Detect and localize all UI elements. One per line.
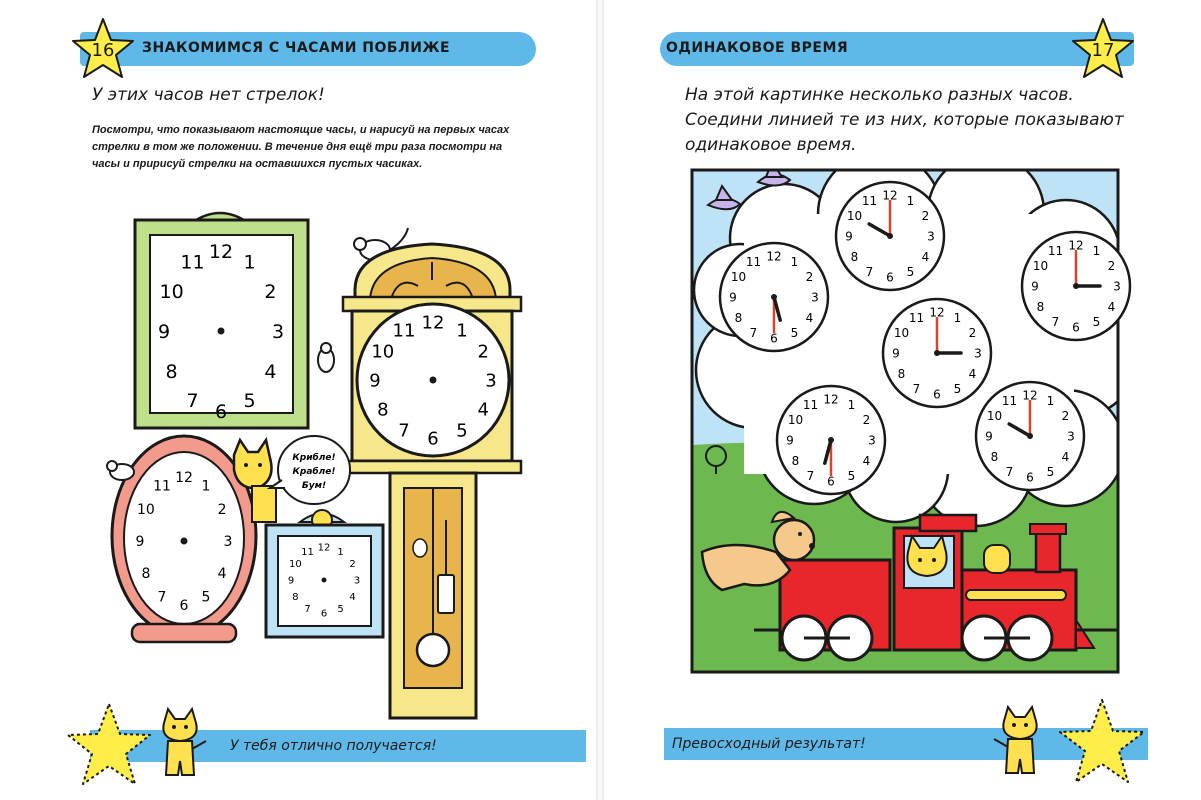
clock-2-numeral: 5: [1092, 314, 1101, 329]
clock-6-numeral: 4: [1061, 449, 1070, 464]
small-square-clock-center: [322, 578, 327, 583]
clock-5-numeral: 8: [791, 453, 800, 468]
clock-6-numeral: 12: [1022, 388, 1038, 403]
rect-clock-numeral: 11: [180, 251, 205, 274]
page-number-left: 16: [91, 40, 115, 61]
rect-clock-numeral: 2: [264, 280, 277, 303]
small-square-clock-numeral: 3: [353, 575, 361, 587]
oval-clock-numeral: 6: [179, 598, 189, 614]
clock-6-numeral: 11: [1001, 393, 1018, 408]
clock-5-numeral: 4: [862, 453, 871, 468]
clock-1-numeral: 4: [921, 249, 930, 264]
rect-clock-center: [218, 328, 225, 335]
oval-clock-numeral: 10: [136, 502, 155, 518]
clock-3-numeral: 9: [729, 290, 737, 305]
clock-center: [1073, 283, 1079, 289]
clock-3-numeral: 2: [805, 269, 814, 284]
oval-clock-numeral: 12: [175, 470, 193, 486]
left-page: [0, 0, 596, 800]
oval-clock-numeral: 11: [153, 478, 171, 495]
clock-5-numeral: 7: [806, 468, 815, 483]
heading-right-line-2: Соедини линией те из них, которые показывают: [685, 110, 1124, 130]
clock-6-numeral: 1: [1046, 393, 1055, 408]
heading-left: У этих часов нет стрелок!: [92, 85, 325, 105]
clock-3[interactable]: [720, 243, 828, 351]
clock-4-numeral: 7: [912, 381, 921, 396]
clock-1-numeral: 3: [927, 229, 935, 244]
right-page: [604, 0, 1201, 800]
clock-4-numeral: 10: [893, 325, 910, 340]
grandfather-clock-numeral: 10: [371, 341, 395, 363]
clock-4[interactable]: [883, 299, 991, 407]
bubble-line-1: Крибле!: [292, 453, 336, 463]
section-title-left: ЗНАКОМИМСЯ С ЧАСАМИ ПОБЛИЖЕ: [142, 40, 451, 56]
clock-3-numeral: 3: [811, 290, 819, 305]
footer-star-left: [64, 700, 154, 790]
clock-2-numeral: 8: [1036, 299, 1045, 314]
clock-5-numeral: 5: [847, 468, 856, 483]
clock-center: [934, 350, 940, 356]
clock-1-numeral: 8: [850, 249, 859, 264]
clock-2-numeral: 2: [1107, 258, 1116, 273]
small-square-clock-numeral: 7: [304, 604, 311, 616]
clock-6-numeral: 6: [1026, 470, 1034, 485]
clock-2[interactable]: [1022, 232, 1130, 340]
clock-5[interactable]: [777, 386, 885, 494]
clock-5-numeral: 10: [787, 412, 804, 427]
small-square-clock-numeral: 11: [301, 547, 314, 558]
clock-5-numeral: 2: [862, 412, 871, 427]
cat-icon-right: [990, 703, 1050, 788]
clock-1-numeral: 12: [882, 188, 898, 203]
oval-clock-center: [181, 538, 188, 545]
section-title-right: ОДИНАКОВОЕ ВРЕМЯ: [666, 40, 849, 56]
clock-6-numeral: 10: [986, 408, 1003, 423]
grandfather-clock-numeral: 4: [477, 399, 489, 421]
clock-center: [887, 233, 893, 239]
grandfather-clock-numeral: 6: [427, 428, 439, 450]
rect-clock-numeral: 10: [159, 280, 184, 303]
rect-clock-numeral: 7: [186, 390, 199, 413]
clock-3-numeral: 12: [766, 249, 782, 264]
clock-4-numeral: 8: [897, 366, 906, 381]
footer-star-right: [1056, 696, 1148, 788]
rect-clock-numeral: 9: [157, 320, 171, 343]
bubble-line-3: Бум!: [301, 481, 327, 491]
clock-center: [771, 294, 777, 300]
clock-center: [828, 437, 834, 443]
clock-center: [1027, 433, 1033, 439]
clock-4-numeral: 5: [953, 381, 962, 396]
oval-clock-numeral: 9: [135, 534, 145, 550]
clock-1-numeral: 1: [906, 193, 915, 208]
oval-clock-numeral: 2: [217, 502, 227, 518]
clock-2-numeral: 1: [1092, 243, 1101, 258]
clock-4-numeral: 3: [974, 346, 982, 361]
rect-clock-numeral: 6: [214, 400, 228, 423]
clock-2-numeral: 11: [1047, 243, 1064, 258]
grandfather-clock-numeral: 8: [377, 399, 389, 421]
clock-3-numeral: 1: [790, 254, 799, 269]
clock-3-numeral: 4: [805, 310, 814, 325]
footer-left: У тебя отлично получается!: [230, 738, 437, 754]
clock-3-numeral: 11: [745, 254, 762, 269]
clock-2-numeral: 12: [1068, 238, 1084, 253]
grandfather-clock-numeral: 5: [456, 420, 468, 442]
clock-2-numeral: 10: [1032, 258, 1049, 273]
bubble-line-2: Крабле!: [292, 467, 336, 477]
grandfather-clock-numeral: 11: [392, 320, 416, 342]
small-square-clock-numeral: 4: [349, 592, 356, 604]
clock-1-numeral: 9: [845, 229, 853, 244]
clock-2-numeral: 3: [1113, 279, 1121, 294]
clock-6-numeral: 9: [985, 429, 993, 444]
clock-1-numeral: 5: [906, 264, 915, 279]
grandfather-clock-numeral: 7: [398, 420, 410, 442]
clock-6[interactable]: [976, 382, 1084, 490]
right-illustration: [604, 0, 1201, 800]
mouse-side: [318, 343, 334, 372]
small-square-clock-numeral: 6: [320, 608, 328, 620]
small-square-clock-numeral: 5: [337, 604, 344, 616]
clock-3-numeral: 8: [734, 310, 743, 325]
clock-3-numeral: 10: [730, 269, 747, 284]
small-square-clock-numeral: 12: [317, 542, 331, 554]
clock-5-numeral: 12: [823, 392, 839, 407]
instruction-left: Посмотри, что показывают настоящие часы, и нарисуй на первых часах стрелки в том же положении. В течение дня ещё три раза посмотри на часы и пририсуй стрелки на оставшихся пустых часиках.: [92, 124, 510, 170]
grandfather-clock-numeral: 12: [421, 312, 445, 334]
grandfather-clock-numeral: 9: [369, 370, 381, 392]
cat-icon-left: [150, 705, 210, 790]
clock-5-numeral: 1: [847, 397, 856, 412]
oval-clock-numeral: 1: [201, 478, 211, 495]
grandfather-clock-center: [430, 377, 437, 384]
clock-3-numeral: 5: [790, 325, 799, 340]
grandfather-clock-numeral: 1: [456, 320, 468, 342]
heading-right-line-1: На этой картинке несколько разных часов.: [685, 85, 1074, 105]
clock-1[interactable]: [836, 182, 944, 290]
oval-clock-numeral: 4: [217, 566, 227, 582]
clock-1-numeral: 11: [861, 193, 878, 208]
clock-6-numeral: 2: [1061, 408, 1070, 423]
clock-5-numeral: 11: [802, 397, 819, 412]
page-number-right: 17: [1091, 40, 1115, 61]
grandfather-clock-numeral: 3: [485, 370, 497, 392]
clock-5-numeral: 9: [786, 433, 794, 448]
small-square-clock-numeral: 9: [287, 575, 295, 587]
clock-4-numeral: 12: [929, 305, 945, 320]
clock-6-numeral: 7: [1005, 464, 1014, 479]
clock-2-numeral: 9: [1031, 279, 1039, 294]
rect-clock-numeral: 1: [243, 251, 256, 274]
clock-1-numeral: 10: [846, 208, 863, 223]
clock-5-numeral: 3: [868, 433, 876, 448]
oval-clock-numeral: 8: [141, 566, 151, 582]
rect-clock-numeral: 5: [243, 390, 256, 413]
oval-clock-numeral: 7: [157, 589, 167, 606]
speech-bubble: [270, 436, 350, 504]
clock-5-numeral: 6: [827, 474, 835, 489]
oval-clock-numeral: 3: [223, 534, 233, 550]
clock-6-numeral: 8: [990, 449, 999, 464]
clock-4-numeral: 4: [968, 366, 977, 381]
left-illustration: [0, 0, 596, 800]
clock-2-numeral: 4: [1107, 299, 1116, 314]
clock-6-numeral: 5: [1046, 464, 1055, 479]
clock-3-numeral: 7: [749, 325, 758, 340]
page-gutter: [596, 0, 604, 800]
clock-4-numeral: 11: [908, 310, 925, 325]
heading-right-line-3: одинаковое время.: [685, 135, 857, 155]
clock-4-numeral: 6: [933, 387, 941, 402]
rect-clock-numeral: 8: [165, 360, 178, 383]
small-square-clock-numeral: 8: [292, 592, 299, 604]
clock-3-numeral: 6: [770, 331, 778, 346]
small-square-clock-numeral: 2: [349, 559, 356, 571]
grandfather-clock-numeral: 2: [477, 341, 489, 363]
rect-clock-numeral: 4: [264, 360, 277, 383]
clock-6-numeral: 3: [1067, 429, 1075, 444]
clock-4-numeral: 2: [968, 325, 977, 340]
clock-1-numeral: 2: [921, 208, 930, 223]
small-square-clock-numeral: 1: [337, 547, 344, 558]
clock-1-numeral: 6: [886, 270, 894, 285]
clock-4-numeral: 9: [892, 346, 900, 361]
clock-2-numeral: 7: [1051, 314, 1060, 329]
clock-2-numeral: 6: [1072, 320, 1080, 335]
clock-1-numeral: 7: [865, 264, 874, 279]
clock-4-numeral: 1: [953, 310, 962, 325]
rect-clock-numeral: 3: [271, 320, 285, 343]
mouse-oval: [107, 461, 134, 480]
rect-clock-numeral: 12: [208, 240, 234, 263]
footer-right: Превосходный результат!: [672, 736, 866, 752]
oval-clock-numeral: 5: [201, 589, 211, 606]
small-square-clock-numeral: 10: [289, 559, 302, 571]
